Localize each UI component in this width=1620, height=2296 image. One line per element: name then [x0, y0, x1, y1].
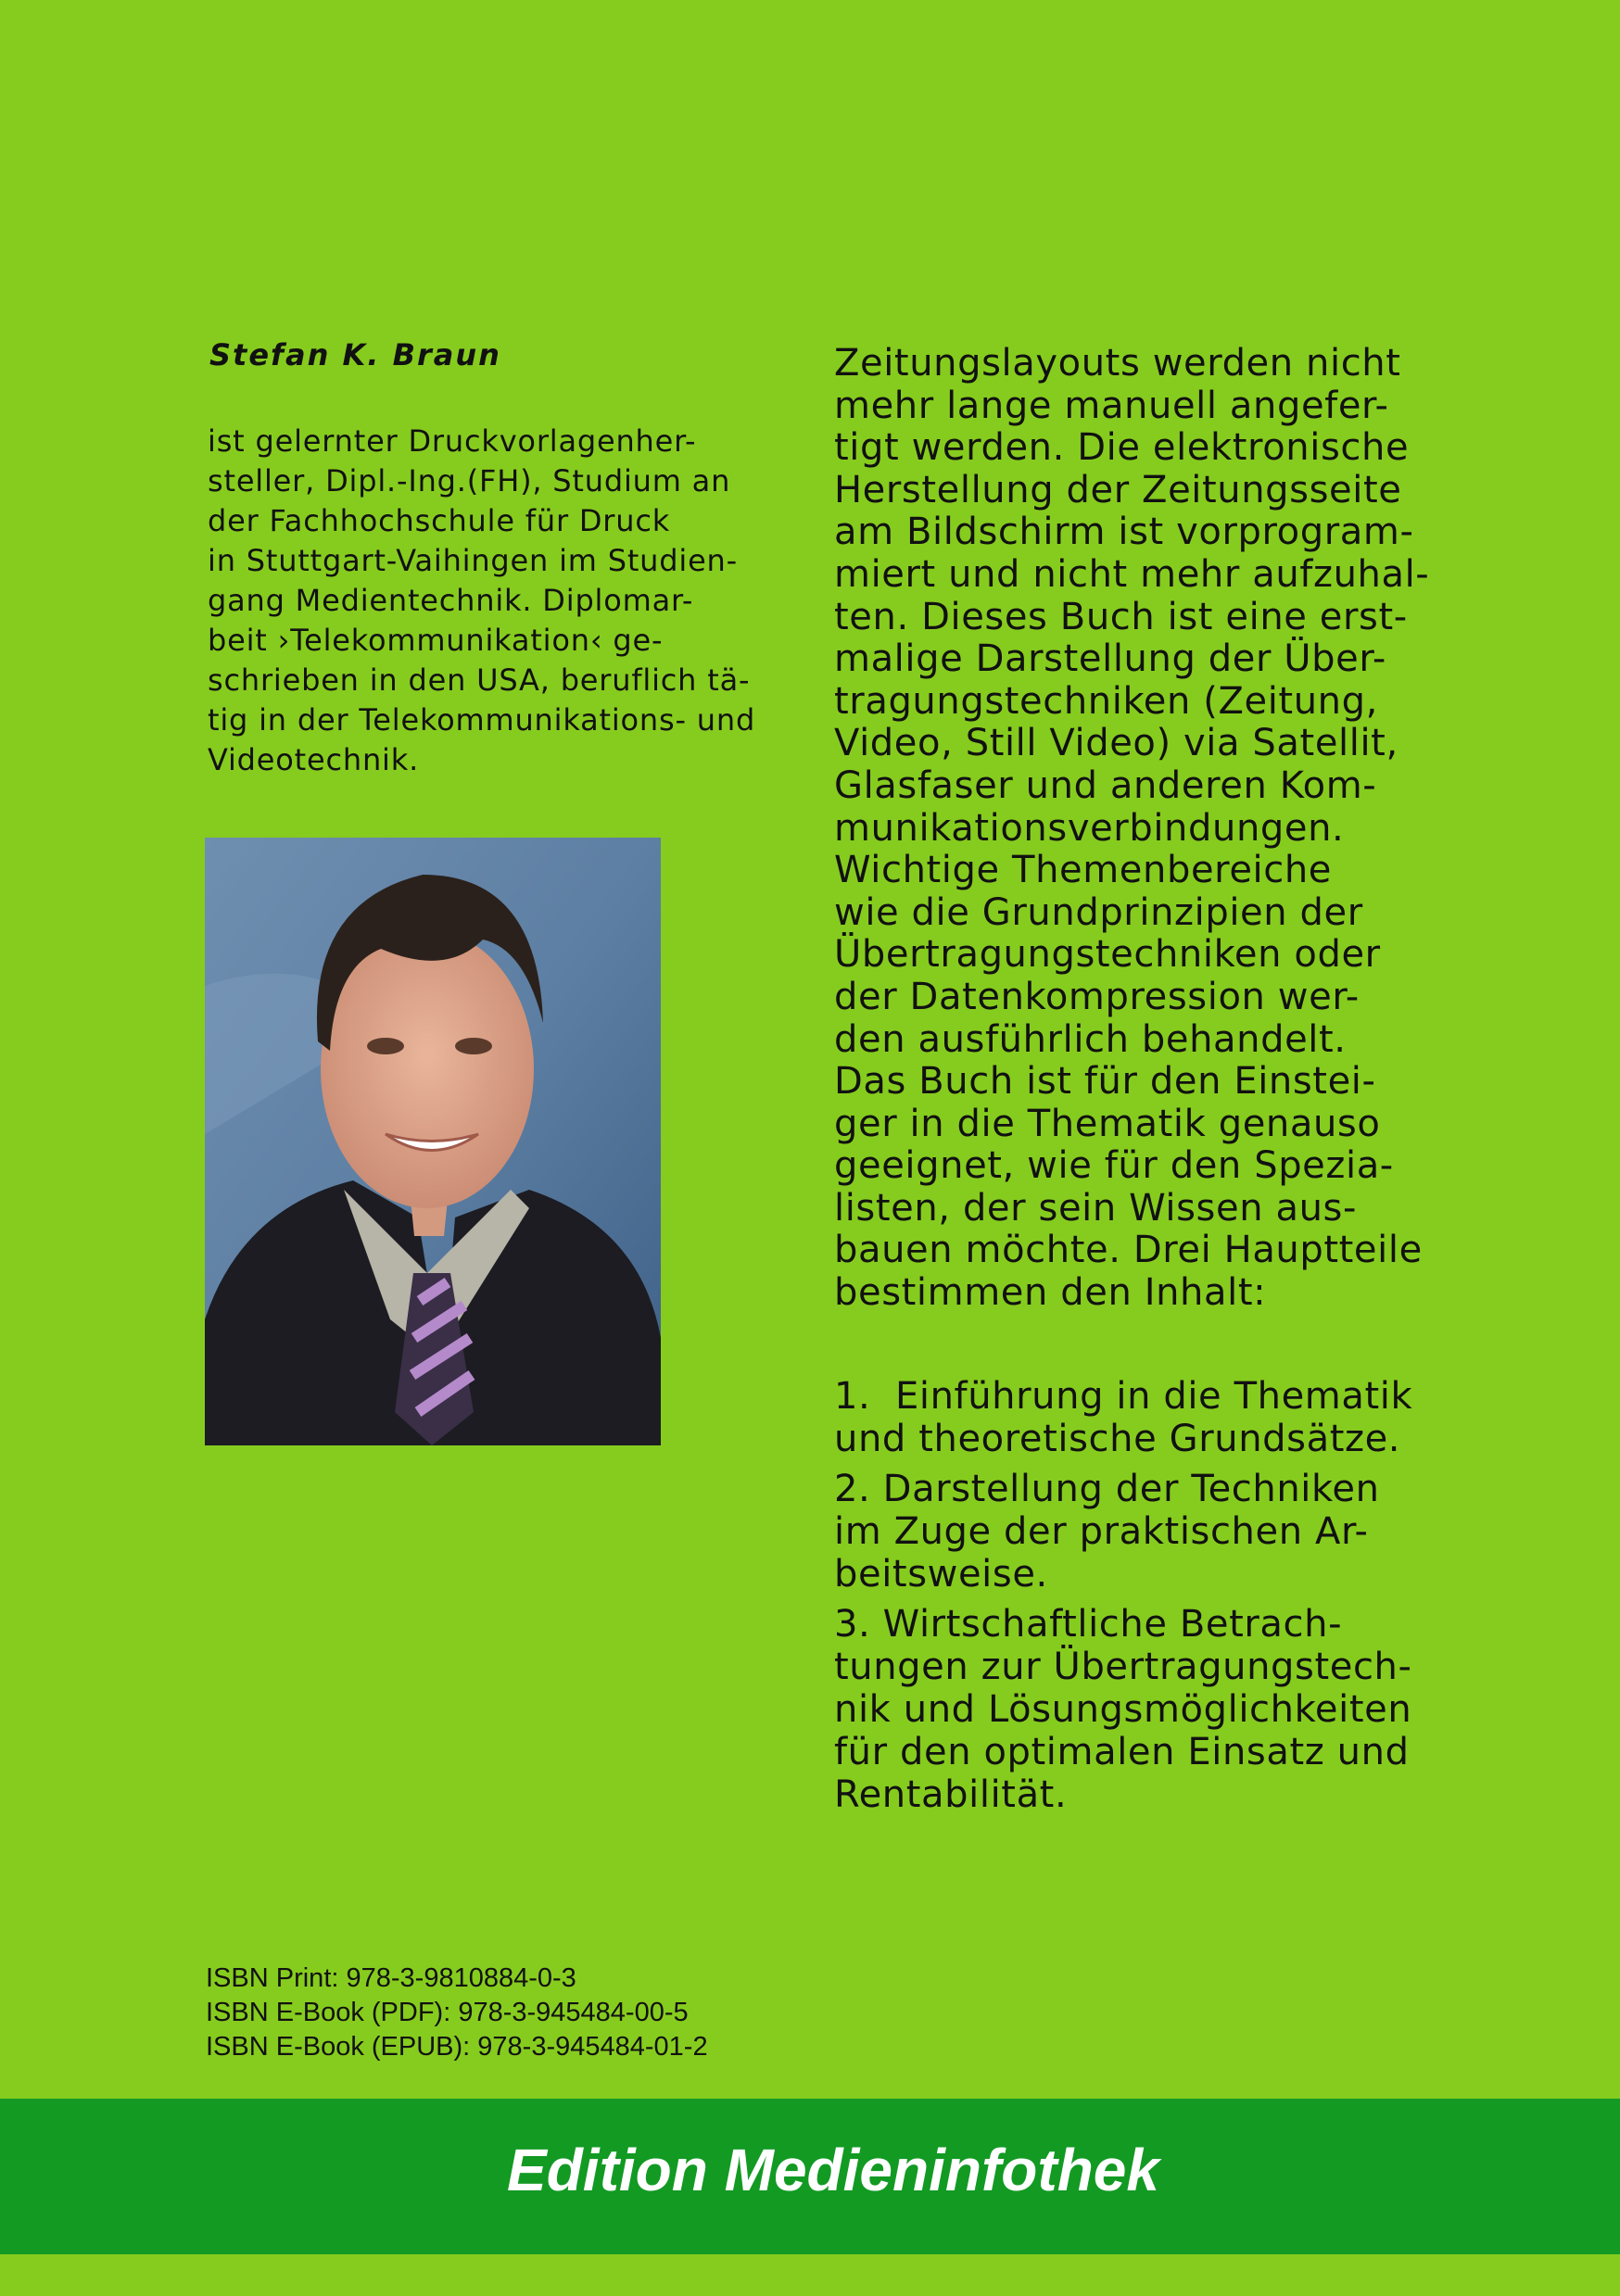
list-item: 1. Einführung in die Thematik und theoretische Grundsätze. — [834, 1375, 1413, 1460]
isbn-ebook-epub: ISBN E-Book (EPUB): 978-3-945484-01-2 — [206, 2032, 708, 2062]
list-item: 2. Darstellung der Techniken im Zuge der praktischen Ar- beitsweise. — [834, 1468, 1380, 1596]
book-description: Zeitungslayouts werden nicht mehr lange manuell angefer- tigt werden. Die elektronische Herstellung der Zeitungsseite am Bildschirm ist vorprogram- miert und nicht mehr aufzuhal- ten. Dieses Buch ist eine erst- malige Darstellung der Über- tragungstechniken (Zeitung, Video, Still Video) via Satellit, Glasfaser und anderen Kom- munikationsverbindungen. Wichtige Themenbereiche wie die Grundprinzipien der Übertragungstechniken oder der Datenkompression wer- den ausführlich behandelt. Das Buch ist für den Einstei- ger in die Thematik genauso geeignet, wie für den Spezia- listen, der sein Wissen aus- bauen möchte. Drei Hauptteile bestimmen den Inhalt: — [834, 342, 1430, 1315]
publisher-name: Edition Medieninfothek — [507, 2137, 1159, 2203]
author-bio: ist gelernter Druckvorlagenher- steller, Dipl.-Ing.(FH), Studium an der Fachhochschule für Druck in Stuttgart-Vaihingen im Studien- gang Medientechnik. Diplomar- beit ›Telekommunikation‹ ge- schrieben in den USA, beruflich tä- tig in der Telekommunikations- und Videotechnik. — [208, 423, 756, 777]
isbn-print: ISBN Print: 978-3-9810884-0-3 — [206, 1963, 576, 1993]
isbn-block — [206, 1962, 708, 2064]
author-photo — [205, 838, 661, 1445]
main-parts-list — [834, 1375, 1412, 1823]
isbn-ebook-pdf: ISBN E-Book (PDF): 978-3-945484-00-5 — [206, 1998, 689, 2027]
author-name: Stefan K. Braun — [209, 337, 501, 372]
list-item: 3. Wirtschaftliche Betrach- tungen zur Übertragungstech- nik und Lösungsmöglichkeiten für den optimalen Einsatz und Rentabilität. — [834, 1603, 1412, 1816]
